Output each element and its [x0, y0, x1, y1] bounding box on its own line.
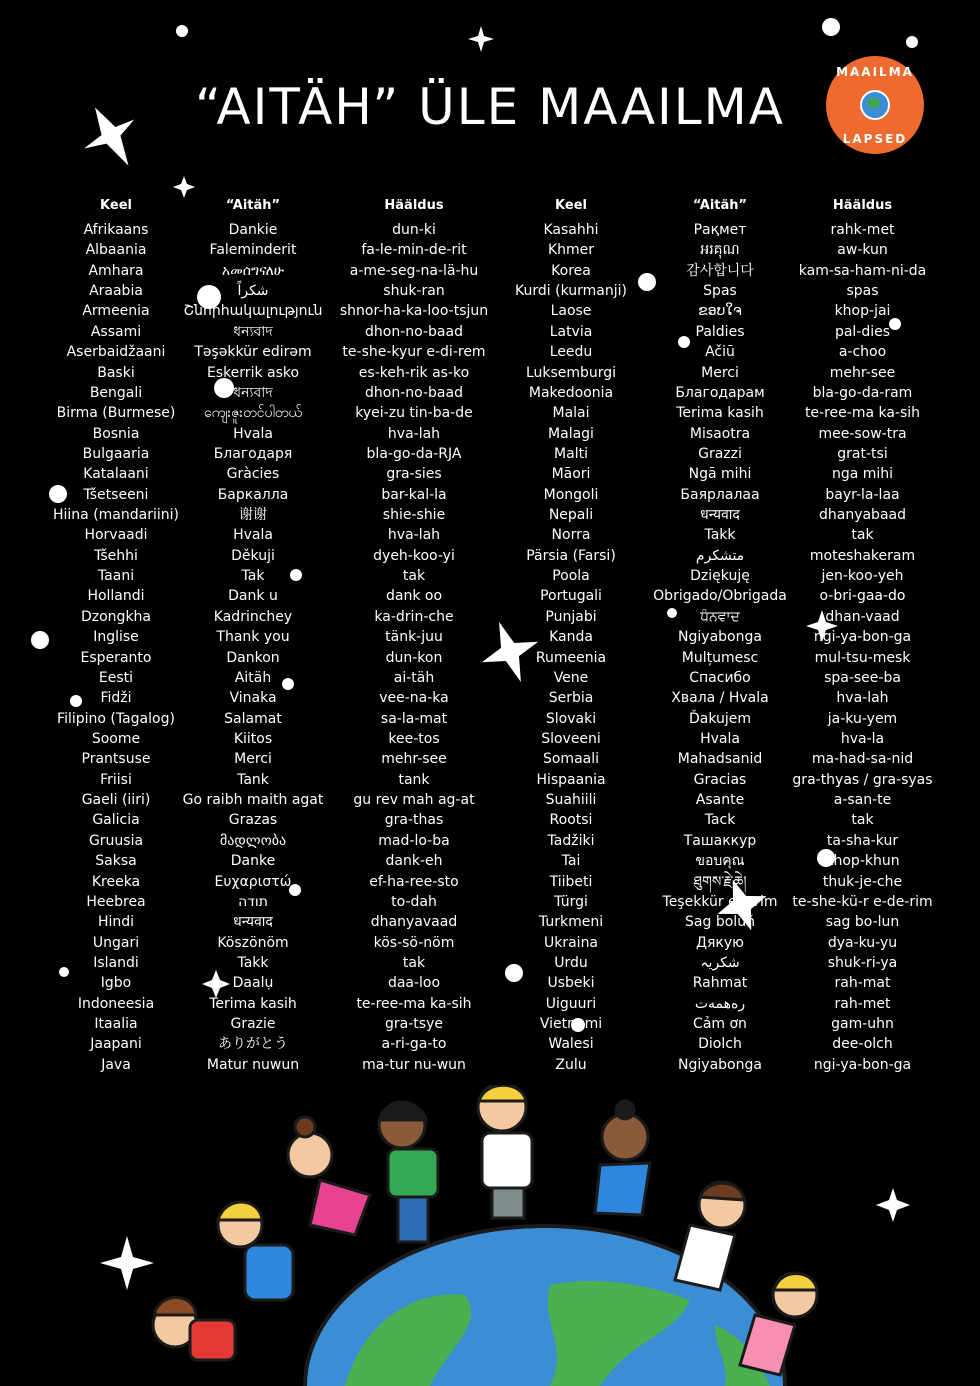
left-pronunciation-cell: gra-sies	[386, 466, 442, 483]
left-language-cell: Bulgaaria	[82, 445, 150, 462]
right-language-cell: Ukraina	[543, 934, 599, 951]
children-around-globe-illustration	[130, 1085, 890, 1386]
right-pronunciation-cell: rah-mat	[834, 975, 891, 992]
right-thanks-cell: متشکرم	[695, 547, 745, 564]
right-language-cell: Vene	[553, 669, 589, 686]
left-language-cell: Inglise	[93, 629, 139, 646]
left-pronunciation-cell: tänk-juu	[385, 629, 443, 646]
right-pronunciation-cell: te-she-kü-r e-de-rim	[792, 893, 933, 910]
header-keel-2: Keel	[555, 198, 587, 213]
page-title: “AITÄH” ÜLE MAAILMA	[195, 78, 785, 136]
left-pronunciation-cell: tak	[402, 954, 426, 971]
left-pronunciation-cell: dhon-no-baad	[365, 384, 463, 401]
right-pronunciation-cell: tak	[851, 812, 874, 829]
left-language-cell: Prantsuse	[81, 751, 151, 768]
left-thanks-cell: Grazie	[230, 1016, 276, 1033]
left-thanks-cell: Благодаря	[213, 445, 293, 462]
right-language-cell: Somaali	[542, 751, 600, 768]
left-pronunciation-cell: dank-eh	[385, 853, 443, 870]
right-language-cell: Malagi	[548, 425, 594, 442]
right-pronunciation-cell: mee-sow-tra	[818, 425, 907, 442]
header-haaldus: Hääldus	[384, 198, 444, 213]
left-language-cell: Taani	[97, 568, 135, 585]
right-thanks-cell: ཐུགས་རྗེ་ཆེ།	[693, 873, 747, 890]
right-language-cell: Türgi	[554, 893, 588, 910]
right-thanks-cell: Ташаккур	[683, 832, 757, 849]
left-pronunciation-cell: te-she-kyur e-di-rem	[342, 344, 486, 361]
right-language-cell: Serbia	[548, 690, 594, 707]
right-thanks-cell: Благодарам	[675, 384, 765, 401]
star-dot	[176, 25, 188, 37]
left-pronunciation-cell: dhanyavaad	[370, 914, 458, 931]
right-thanks-cell: Mulțumesc	[681, 649, 759, 666]
right-pronunciation-cell: ngi-ya-bon-ga	[813, 629, 912, 646]
left-language-cell: Hindi	[97, 914, 135, 931]
right-language-cell: Poola	[552, 568, 590, 585]
right-thanks-cell: رەھمەت	[694, 995, 746, 1012]
left-thanks-cell: Salamat	[224, 710, 282, 727]
left-language-cell: Itaalia	[94, 1016, 138, 1033]
left-thanks-cell: Eskerrik asko	[206, 364, 300, 381]
left-pronunciation-cell: gu rev mah ag-at	[353, 792, 475, 809]
right-thanks-cell: Grazzi	[698, 445, 742, 462]
right-pronunciation-cell: khop-khun	[825, 853, 900, 870]
left-language-cell: Indoneesia	[77, 995, 155, 1012]
header-keel: Keel	[100, 198, 132, 213]
left-pronunciation-cell: ai-täh	[393, 669, 435, 686]
left-thanks-cell: Kadrinchey	[213, 608, 293, 625]
left-pronunciation-cell: dhon-no-baad	[365, 323, 463, 340]
left-pronunciation-cell: ef-ha-ree-sto	[369, 873, 459, 890]
right-pronunciation-cell: gam-uhn	[831, 1016, 894, 1033]
right-thanks-cell: धन्यवाद	[700, 507, 740, 524]
right-language-cell: Malai	[552, 405, 590, 422]
left-thanks-cell: Tank	[237, 771, 269, 788]
left-language-cell: Birma (Burmese)	[56, 405, 176, 422]
right-thanks-cell: ขอบคุณ	[695, 853, 745, 870]
left-pronunciation-cell: tank	[398, 771, 430, 788]
left-thanks-cell: Go raibh maith agat	[182, 792, 324, 809]
right-thanks-cell: ຂອບໃຈ	[698, 303, 742, 320]
left-thanks-cell: Ευχαριστώ	[214, 873, 292, 890]
right-language-cell: Zulu	[555, 1056, 587, 1073]
right-language-cell: Rootsi	[549, 812, 593, 829]
left-pronunciation-cell: hva-lah	[387, 527, 441, 544]
left-language-cell: Araabia	[89, 283, 143, 300]
right-pronunciation-cell: gra-thyas / gra-syas	[792, 771, 933, 788]
left-language-cell: Katalaani	[83, 466, 149, 483]
right-language-cell: Nepali	[548, 507, 594, 524]
left-thanks-cell: תודה	[238, 893, 268, 910]
left-pronunciation-cell: gra-tsye	[385, 1016, 443, 1033]
left-language-cell: Bengali	[89, 384, 143, 401]
left-language-cell: Heebrea	[86, 893, 146, 910]
left-thanks-cell: Hvala	[233, 527, 273, 544]
maailma-lapsed-logo	[826, 56, 924, 154]
header-haaldus-2: Hääldus	[832, 198, 893, 213]
left-language-cell: Fidži	[100, 690, 132, 707]
right-language-cell: Luksemburgi	[525, 364, 617, 381]
left-thanks-cell: Gràcies	[226, 466, 280, 483]
left-language-cell: Tšehhi	[94, 547, 138, 564]
right-thanks-cell: Misaotra	[689, 425, 751, 442]
left-thanks-cell: Faleminderit	[209, 242, 297, 259]
right-thanks-cell: Rahmat	[692, 975, 748, 992]
left-pronunciation-cell: mad-lo-ba	[378, 832, 450, 849]
right-pronunciation-cell: a-choo	[838, 344, 887, 361]
right-thanks-cell: شکریہ	[700, 954, 740, 971]
right-thanks-cell: Cảm ơn	[693, 1016, 747, 1033]
left-pronunciation-cell: daa-loo	[387, 975, 441, 992]
left-language-cell: Tšetseeni	[83, 486, 149, 503]
right-pronunciation-cell: hva-lah	[836, 690, 889, 707]
right-language-cell: Turkmeni	[538, 914, 604, 931]
left-language-cell: Kreeka	[91, 873, 141, 890]
left-thanks-cell: Daalụ	[232, 975, 274, 992]
right-language-cell: Uiguuri	[545, 995, 597, 1012]
right-thanks-cell: Дякую	[696, 934, 744, 951]
right-pronunciation-cell: shuk-ri-ya	[827, 954, 898, 971]
left-thanks-cell: Dankon	[226, 649, 280, 666]
left-pronunciation-cell: dyeh-koo-yi	[373, 547, 455, 564]
right-language-cell: Malti	[554, 445, 588, 462]
right-pronunciation-cell: ngi-ya-bon-ga	[813, 1056, 912, 1073]
right-language-cell: Latvia	[549, 323, 593, 340]
right-language-cell: Makedoonia	[528, 384, 614, 401]
left-thanks-cell: Matur nuwun	[206, 1056, 300, 1073]
right-language-cell: Leedu	[549, 344, 593, 361]
right-pronunciation-cell: grat-tsi	[837, 445, 888, 462]
left-pronunciation-cell: bla-go-da-RJA	[366, 445, 462, 462]
right-thanks-cell: Sag boluň	[685, 914, 755, 931]
left-language-cell: Jaapani	[90, 1036, 142, 1053]
header-aitah: “Aitäh”	[225, 198, 281, 213]
left-thanks-cell: ကျေးဇူးတင်ပါတယ်	[204, 405, 302, 422]
left-thanks-cell: Thank you	[216, 629, 290, 646]
right-pronunciation-cell: ma-had-sa-nid	[811, 751, 914, 768]
right-thanks-cell: Obrigado/Obrigada	[653, 588, 787, 605]
left-pronunciation-cell: kee-tos	[388, 730, 440, 747]
left-thanks-cell: Děkuji	[231, 547, 275, 564]
right-pronunciation-cell: dhan-vaad	[825, 608, 900, 625]
left-pronunciation-cell: ka-drin-che	[374, 608, 454, 625]
left-thanks-cell: Danke	[230, 853, 276, 870]
right-language-cell: Vietnami	[539, 1016, 603, 1033]
right-pronunciation-cell: jen-koo-yeh	[821, 568, 904, 585]
left-pronunciation-cell: shie-shie	[382, 507, 446, 524]
left-pronunciation-cell: sa-la-mat	[380, 710, 448, 727]
right-pronunciation-cell: bla-go-da-ram	[812, 384, 913, 401]
right-pronunciation-cell: dya-ku-yu	[827, 934, 898, 951]
right-thanks-cell: Спасибо	[689, 669, 751, 686]
left-thanks-cell: Баркалла	[217, 486, 289, 503]
globe-icon	[860, 90, 890, 120]
left-thanks-cell: Tak	[241, 568, 265, 585]
right-thanks-cell: Hvala	[700, 730, 740, 747]
right-thanks-cell: Gracias	[693, 771, 747, 788]
left-pronunciation-cell: gra-thas	[384, 812, 444, 829]
right-language-cell: Tai	[561, 853, 581, 870]
right-pronunciation-cell: tak	[851, 527, 874, 544]
left-language-cell: Afrikaans	[83, 222, 149, 238]
right-language-cell: Mongoli	[543, 486, 599, 503]
left-pronunciation-cell: ma-tur nu-wun	[362, 1056, 466, 1073]
column-right-language	[501, 196, 641, 1075]
column-left-language	[36, 196, 196, 1075]
left-language-cell: Friisi	[100, 771, 132, 788]
right-language-cell: Tiibeti	[549, 873, 593, 890]
left-thanks-cell: ধন্যবাদ	[233, 323, 273, 340]
sparkle-star	[173, 176, 195, 198]
right-language-cell: Portugali	[540, 588, 602, 605]
column-right-pronunciation	[790, 196, 935, 1075]
left-language-cell: Hiina (mandariini)	[53, 507, 179, 524]
left-language-cell: Baski	[97, 364, 135, 381]
left-thanks-cell: Takk	[237, 954, 269, 971]
right-pronunciation-cell: mul-tsu-mesk	[814, 649, 911, 666]
left-thanks-cell: شكراً	[237, 283, 269, 300]
right-language-cell: Tadžiki	[547, 832, 595, 849]
right-thanks-cell: អរគុណ	[700, 242, 740, 259]
star-dot	[906, 36, 918, 48]
right-language-cell: Walesi	[548, 1036, 594, 1053]
left-thanks-cell: ありがとう	[218, 1036, 288, 1053]
left-language-cell: Bosnia	[92, 425, 140, 442]
right-pronunciation-cell: ja-ku-yem	[827, 710, 898, 727]
left-pronunciation-cell: to-dah	[391, 893, 437, 910]
right-thanks-cell: Tack	[704, 812, 736, 829]
right-pronunciation-cell: o-bri-gaa-do	[819, 588, 906, 605]
right-pronunciation-cell: bayr-la-laa	[825, 486, 900, 503]
left-thanks-cell: Hvala	[233, 425, 273, 442]
right-pronunciation-cell: thuk-je-che	[822, 873, 903, 890]
right-pronunciation-cell: dhanyabaad	[818, 507, 906, 524]
left-thanks-cell: Vinaka	[229, 690, 277, 707]
left-pronunciation-cell: a-me-seg-na-lä-hu	[349, 262, 479, 279]
left-thanks-cell: Grazas	[228, 812, 278, 829]
right-thanks-cell: Хвала / Hvala	[671, 690, 769, 707]
right-thanks-cell: Ngā mihi	[688, 466, 752, 483]
left-pronunciation-cell: hva-lah	[387, 425, 441, 442]
left-language-cell: Eesti	[98, 669, 134, 686]
left-language-cell: Amhara	[88, 262, 144, 279]
right-pronunciation-cell: a-san-te	[833, 792, 892, 809]
left-pronunciation-cell: bar-kal-la	[381, 486, 447, 503]
left-thanks-cell: Dankie	[228, 222, 278, 238]
left-language-cell: Ungari	[92, 934, 140, 951]
logo-top-text: MAAILMA	[836, 65, 914, 79]
right-language-cell: Korea	[551, 262, 591, 279]
left-thanks-cell: Merci	[234, 751, 272, 768]
left-thanks-cell: მადლობა	[219, 832, 287, 849]
right-pronunciation-cell: spas	[846, 283, 879, 300]
sparkle-star	[468, 26, 494, 52]
right-thanks-cell: Takk	[704, 527, 736, 544]
left-language-cell: Armeenia	[82, 303, 150, 320]
left-thanks-cell: Təşəkkür edirəm	[194, 344, 312, 361]
right-pronunciation-cell: rahk-met	[830, 222, 895, 238]
left-pronunciation-cell: shnor-ha-ka-loo-tsjun	[339, 303, 489, 320]
right-thanks-cell: ਧੰਨਵਾਦ	[700, 608, 740, 625]
left-pronunciation-cell: vee-na-ka	[379, 690, 449, 707]
right-language-cell: Kurdi (kurmanji)	[515, 283, 627, 300]
right-thanks-cell: Рақмет	[693, 222, 747, 238]
left-pronunciation-cell: te-ree-ma ka-sih	[356, 995, 472, 1012]
right-language-cell: Urdu	[554, 954, 588, 971]
right-language-cell: Norra	[551, 527, 591, 544]
right-pronunciation-cell: spa-see-ba	[824, 669, 901, 686]
right-pronunciation-cell: sag bo-lun	[825, 914, 900, 931]
right-pronunciation-cell: mehr-see	[829, 364, 896, 381]
right-thanks-cell: Ngiyabonga	[678, 629, 762, 646]
left-language-cell: Esperanto	[80, 649, 152, 666]
left-pronunciation-cell: tak	[402, 568, 426, 585]
right-pronunciation-cell: nga mihi	[831, 466, 894, 483]
left-language-cell: Aserbaidžaani	[66, 344, 166, 361]
right-pronunciation-cell: khop-jai	[834, 303, 891, 320]
right-language-cell: Māori	[551, 466, 591, 483]
left-pronunciation-cell: a-ri-ga-to	[381, 1036, 447, 1053]
column-left-thanks	[178, 196, 328, 1075]
left-language-cell: Assami	[90, 323, 142, 340]
left-thanks-cell: Terima kasih	[209, 995, 297, 1012]
right-thanks-cell: 감사합니다	[686, 262, 754, 279]
right-language-cell: Kasahhi	[543, 222, 599, 238]
left-language-cell: Igbo	[100, 975, 132, 992]
right-language-cell: Khmer	[547, 242, 595, 259]
left-pronunciation-cell: es-keh-rik as-ko	[358, 364, 470, 381]
left-thanks-cell: ধন্যবাদ	[233, 384, 273, 401]
right-pronunciation-cell: dee-olch	[832, 1036, 893, 1053]
right-pronunciation-cell: moteshakeram	[809, 547, 916, 564]
right-pronunciation-cell: aw-kun	[837, 242, 888, 259]
right-language-cell: Usbeki	[547, 975, 595, 992]
left-pronunciation-cell: kyei-zu tin-ba-de	[355, 405, 473, 422]
star-dot	[822, 18, 840, 36]
right-thanks-cell: Merci	[701, 364, 739, 381]
left-language-cell: Filipino (Tagalog)	[57, 710, 175, 727]
left-thanks-cell: Dank u	[228, 588, 278, 605]
left-pronunciation-cell: mehr-see	[381, 751, 447, 768]
left-pronunciation-cell: kös-sö-nöm	[373, 934, 455, 951]
column-left-pronunciation	[334, 196, 494, 1075]
right-pronunciation-cell: ta-sha-kur	[826, 832, 899, 849]
left-language-cell: Dzongkha	[80, 608, 151, 625]
left-thanks-cell: Köszönöm	[217, 934, 289, 951]
left-thanks-cell: Aitäh	[234, 669, 272, 686]
right-thanks-cell: Paldies	[695, 323, 745, 340]
right-thanks-cell: Баярлалаа	[680, 486, 760, 503]
left-language-cell: Java	[101, 1056, 131, 1073]
right-thanks-cell: Ďakujem	[688, 710, 752, 727]
left-language-cell: Gaeli (iiri)	[81, 792, 151, 809]
right-pronunciation-cell: te-ree-ma ka-sih	[804, 405, 921, 422]
left-pronunciation-cell: dun-ki	[392, 222, 436, 238]
right-language-cell: Rumeenia	[535, 649, 607, 666]
right-pronunciation-cell: hva-la	[840, 730, 885, 747]
left-pronunciation-cell: dank oo	[385, 588, 443, 605]
left-thanks-cell: 谢谢	[239, 507, 267, 524]
left-pronunciation-cell: shuk-ran	[383, 283, 445, 300]
left-language-cell: Albaania	[85, 242, 147, 259]
right-language-cell: Sloveeni	[541, 730, 601, 747]
left-language-cell: Islandi	[93, 954, 139, 971]
left-thanks-cell: Շնորհակալություն	[183, 303, 323, 320]
right-thanks-cell: Dziękuję	[690, 568, 750, 585]
left-language-cell: Hollandi	[87, 588, 145, 605]
right-thanks-cell: Spas	[703, 283, 737, 300]
right-pronunciation-cell: pal-dies	[834, 323, 891, 340]
right-thanks-cell: Mahadsanid	[677, 751, 763, 768]
right-thanks-cell: Asante	[695, 792, 745, 809]
right-thanks-cell: Diolch	[698, 1036, 742, 1053]
left-pronunciation-cell: fa-le-min-de-rit	[361, 242, 467, 259]
right-language-cell: Hispaania	[536, 771, 606, 788]
left-thanks-cell: धन्यवाद	[233, 914, 273, 931]
right-pronunciation-cell: kam-sa-ham-ni-da	[798, 262, 927, 279]
right-language-cell: Slovaki	[545, 710, 597, 727]
left-thanks-cell: አመሰግናለሁ	[221, 262, 285, 279]
left-pronunciation-cell: dun-kon	[385, 649, 443, 666]
right-thanks-cell: Teşekkür ederim	[662, 893, 778, 910]
right-language-cell: Pärsia (Farsi)	[526, 547, 616, 564]
left-language-cell: Horvaadi	[84, 527, 148, 544]
right-thanks-cell: Ngiyabonga	[678, 1056, 762, 1073]
left-language-cell: Gruusia	[88, 832, 144, 849]
right-language-cell: Suahiili	[545, 792, 597, 809]
left-thanks-cell: Kiitos	[233, 730, 273, 747]
right-language-cell: Punjabi	[545, 608, 597, 625]
logo-bottom-text: LAPSED	[842, 132, 908, 146]
right-language-cell: Laose	[550, 303, 592, 320]
column-right-thanks	[645, 196, 795, 1075]
right-pronunciation-cell: rah-met	[834, 995, 891, 1012]
right-thanks-cell: Terima kasih	[676, 405, 764, 422]
right-thanks-cell: Ačiū	[705, 344, 735, 361]
right-language-cell: Kanda	[549, 629, 593, 646]
left-language-cell: Soome	[91, 730, 141, 747]
left-language-cell: Saksa	[95, 853, 137, 870]
left-language-cell: Galicia	[92, 812, 140, 829]
header-aitah-2: “Aitäh”	[692, 198, 748, 213]
